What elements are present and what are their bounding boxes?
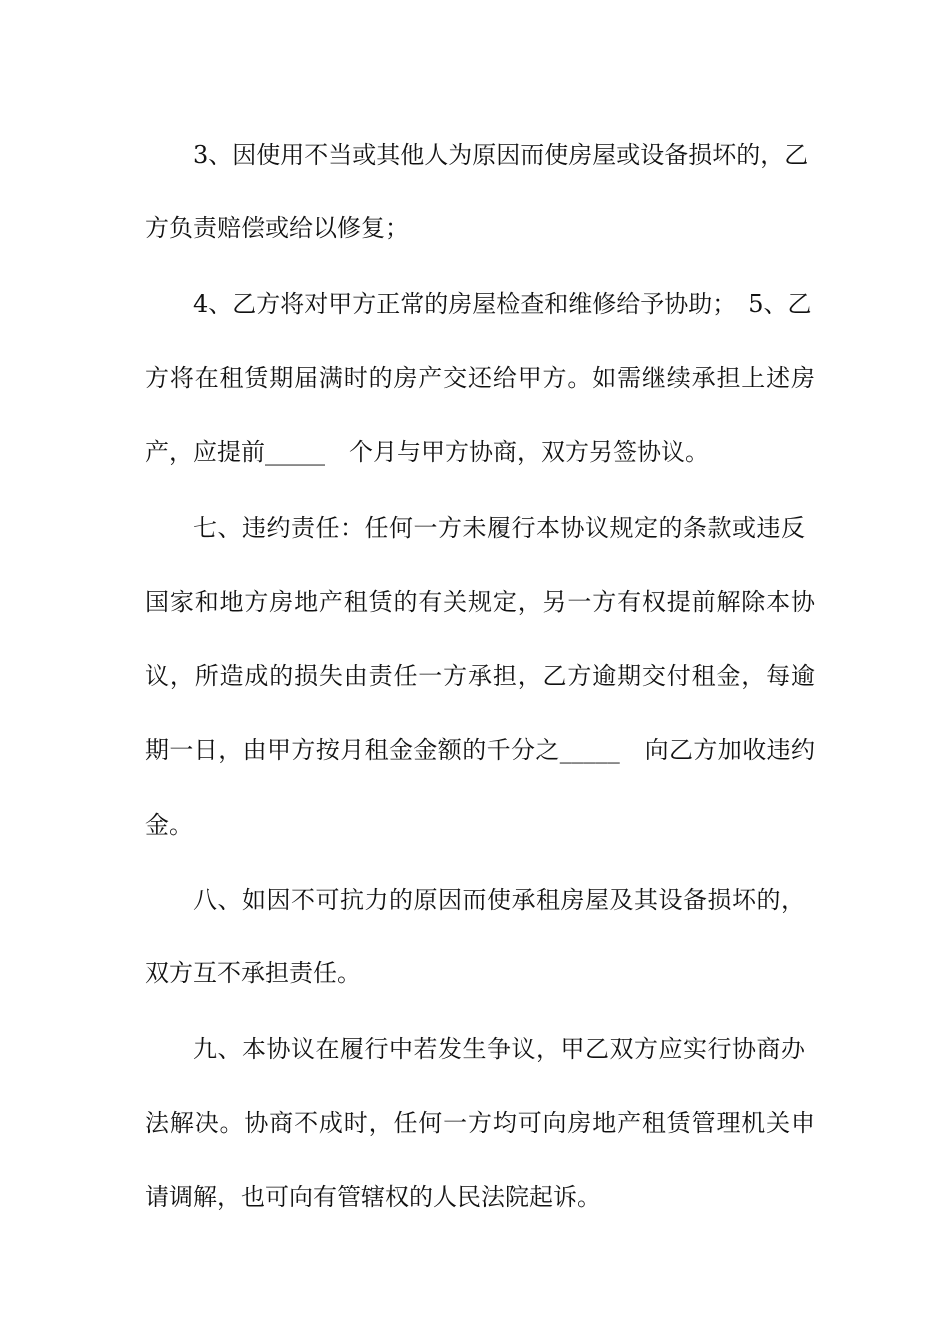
paragraph-7-line-3: 议，所造成的损失由责任一方承担，乙方逾期交付租金，每逾 [145, 662, 815, 690]
paragraph-9-line-3: 请调解，也可向有管辖权的人民法院起诉。 [145, 1183, 601, 1211]
paragraph-4-line-2: 方将在租赁期届满时的房产交还给甲方。如需继续承担上述房 [145, 364, 815, 392]
paragraph-9-line-2: 法解决。协商不成时，任何一方均可向房地产租赁管理机关申 [145, 1109, 815, 1137]
paragraph-7-line-1: 七、违约责任：任何一方未履行本协议规定的条款或违反 [193, 514, 805, 542]
paragraph-9-line-1: 九、本协议在履行中若发生争议，甲乙双方应实行协商办 [193, 1035, 805, 1063]
paragraph-7-line-5: 金。 [145, 811, 193, 839]
paragraph-7-line-2: 国家和地方房地产租赁的有关规定，另一方有权提前解除本协 [145, 588, 815, 616]
paragraph-7-line-4: 期一日，由甲方按月租金金额的千分之_____ 向乙方加收违约 [145, 736, 815, 764]
paragraph-8-line-2: 双方互不承担责任。 [145, 959, 361, 987]
paragraph-4-line-1: 4、乙方将对甲方正常的房屋检查和维修给予协助； 5、乙 [193, 290, 812, 318]
paragraph-8-line-1: 八、如因不可抗力的原因而使承租房屋及其设备损坏的， [193, 886, 805, 914]
paragraph-3-line-2: 方负责赔偿或给以修复； [145, 214, 409, 242]
paragraph-3-line-1: 3、因使用不当或其他人为原因而使房屋或设备损坏的，乙 [193, 141, 809, 169]
paragraph-4-line-3: 产，应提前_____ 个月与甲方协商，双方另签协议。 [145, 438, 709, 466]
